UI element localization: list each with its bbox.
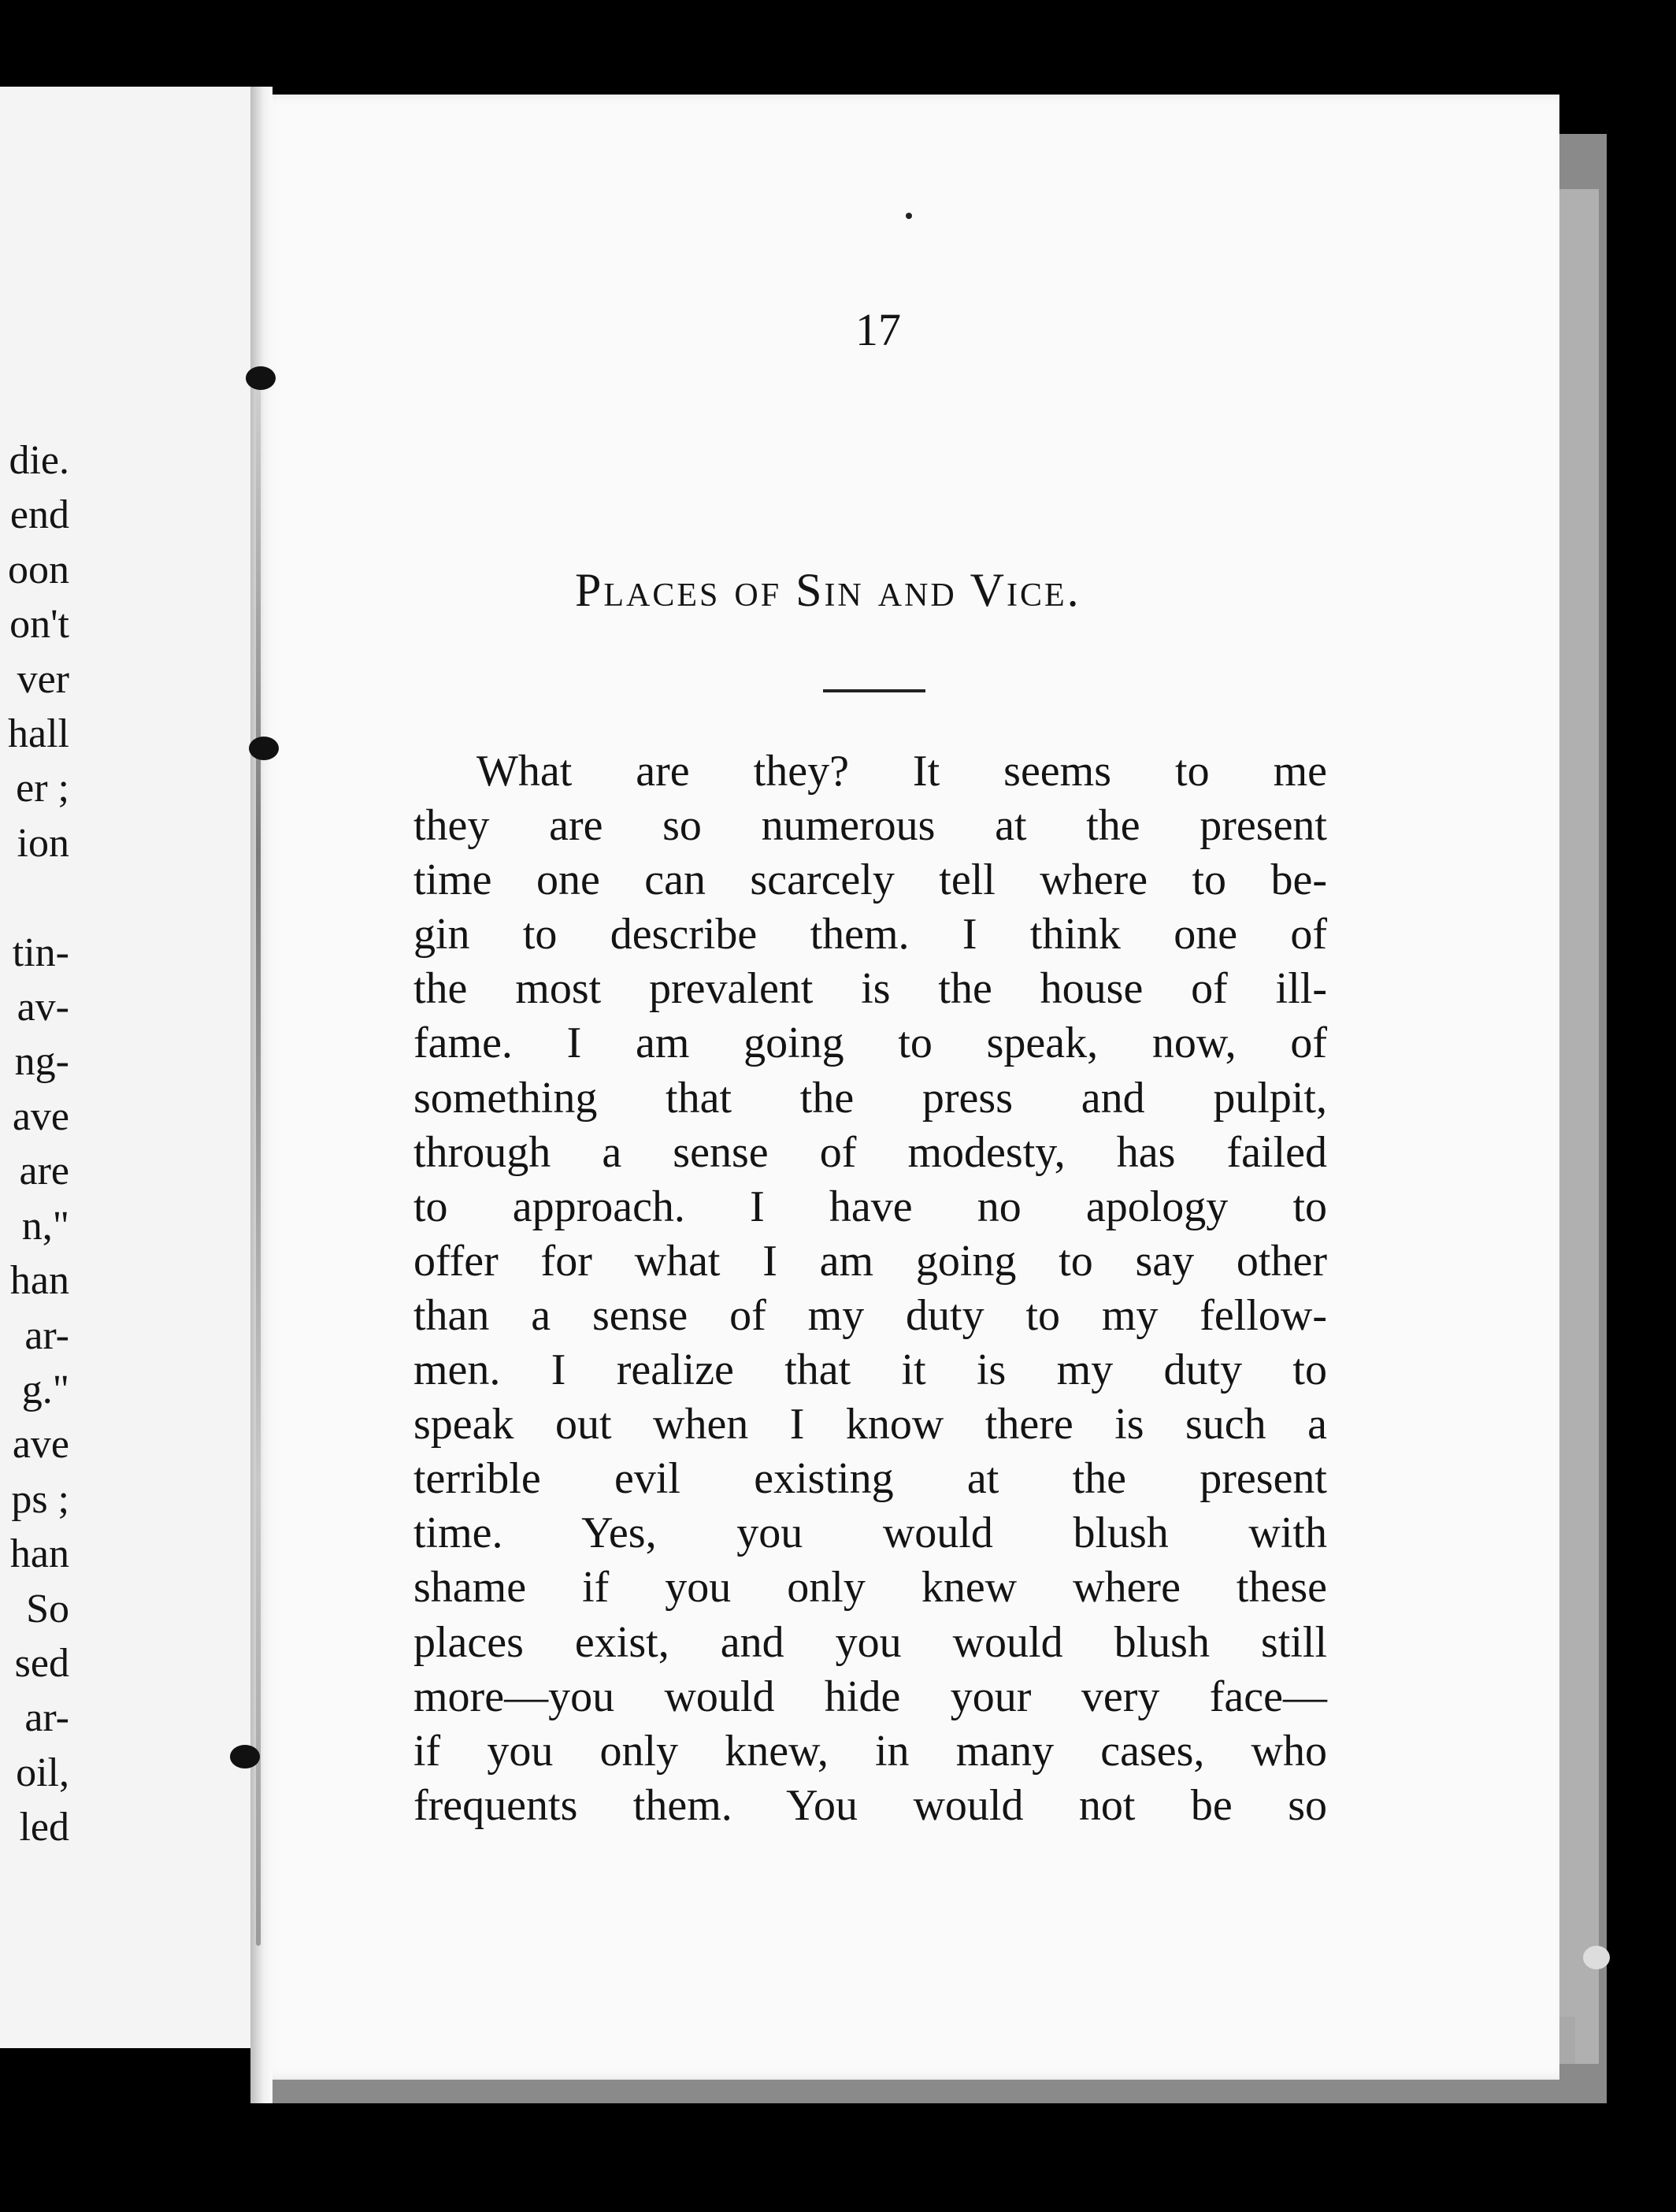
left-page-line: ar-	[24, 1312, 69, 1358]
left-page-line: ps ;	[11, 1476, 69, 1522]
left-page-line: are	[19, 1149, 69, 1194]
left-page-line: sed	[14, 1640, 69, 1686]
left-page-line: ar-	[24, 1695, 69, 1741]
body-line: something that the press and pulpit,	[413, 1073, 1327, 1123]
left-page-line: ave	[12, 1422, 69, 1468]
left-page-text	[8, 433, 69, 1855]
left-page-line: oil,	[16, 1750, 69, 1795]
left-page-line: on't	[9, 602, 69, 648]
body-line: they are so numerous at the present	[413, 801, 1327, 851]
left-page-line: ng-	[14, 1039, 69, 1085]
body-line: time. Yes, you would blush with	[413, 1509, 1327, 1558]
left-page-line: han	[9, 1258, 69, 1304]
body-line: terrible evil existing at the present	[413, 1454, 1327, 1504]
left-page-line: tin-	[12, 930, 69, 975]
body-line: time one can scarcely tell where to be-	[413, 855, 1327, 905]
binding-stitch	[230, 1745, 260, 1768]
body-line: places exist, and you would blush still	[413, 1617, 1327, 1667]
left-page-line: av-	[17, 985, 69, 1030]
body-line: more—you would hide your very face—	[413, 1672, 1327, 1721]
body-line: offer for what I am going to say other	[413, 1236, 1327, 1286]
left-page-line: So	[26, 1586, 69, 1631]
body-line: gin to describe them. I think one of	[413, 910, 1327, 959]
left-page-line: hall	[8, 711, 69, 757]
left-page-line: ion	[17, 820, 69, 866]
body-line: What are they? It seems to me	[476, 747, 1327, 796]
left-page-line: er ;	[16, 766, 69, 811]
body-line: than a sense of my duty to my fellow-	[413, 1290, 1327, 1340]
title-rule	[823, 689, 925, 692]
left-page-line: oon	[8, 547, 69, 592]
binding-thread	[256, 386, 261, 1946]
left-page-line: ave	[12, 1093, 69, 1139]
body-text	[413, 744, 1327, 1833]
body-line: men. I realize that it is my duty to	[413, 1345, 1327, 1395]
binding-stitch	[249, 737, 279, 760]
body-line: to approach. I have no apology to	[413, 1182, 1327, 1231]
binding-stitch	[246, 366, 276, 390]
body-line: through a sense of modesty, has failed	[413, 1127, 1327, 1177]
body-line: the most prevalent is the house of ill-	[413, 964, 1327, 1014]
left-page-line	[8, 870, 69, 925]
left-page-line: ver	[17, 656, 69, 702]
body-line: frequents them. You would not be so	[413, 1780, 1327, 1830]
body-line: if you only knew, in many cases, who	[413, 1726, 1327, 1776]
body-line: speak out when I know there is such a	[413, 1400, 1327, 1449]
left-page-line: die.	[9, 438, 69, 483]
left-page	[0, 87, 268, 2048]
chapter-title: Places of Sin and Vice.	[575, 564, 1081, 616]
left-page-line: g."	[21, 1367, 69, 1412]
body-line: shame if you only knew where these	[413, 1563, 1327, 1613]
left-page-line: led	[19, 1805, 69, 1850]
left-page-line: end	[9, 492, 69, 538]
left-page-line: han	[9, 1531, 69, 1577]
body-line: fame. I am going to speak, now, of	[413, 1019, 1327, 1068]
paper-speck	[1583, 1946, 1610, 1969]
page-number: 17	[855, 304, 901, 355]
paper-speck	[906, 213, 912, 219]
left-page-line: n,"	[21, 1203, 69, 1249]
